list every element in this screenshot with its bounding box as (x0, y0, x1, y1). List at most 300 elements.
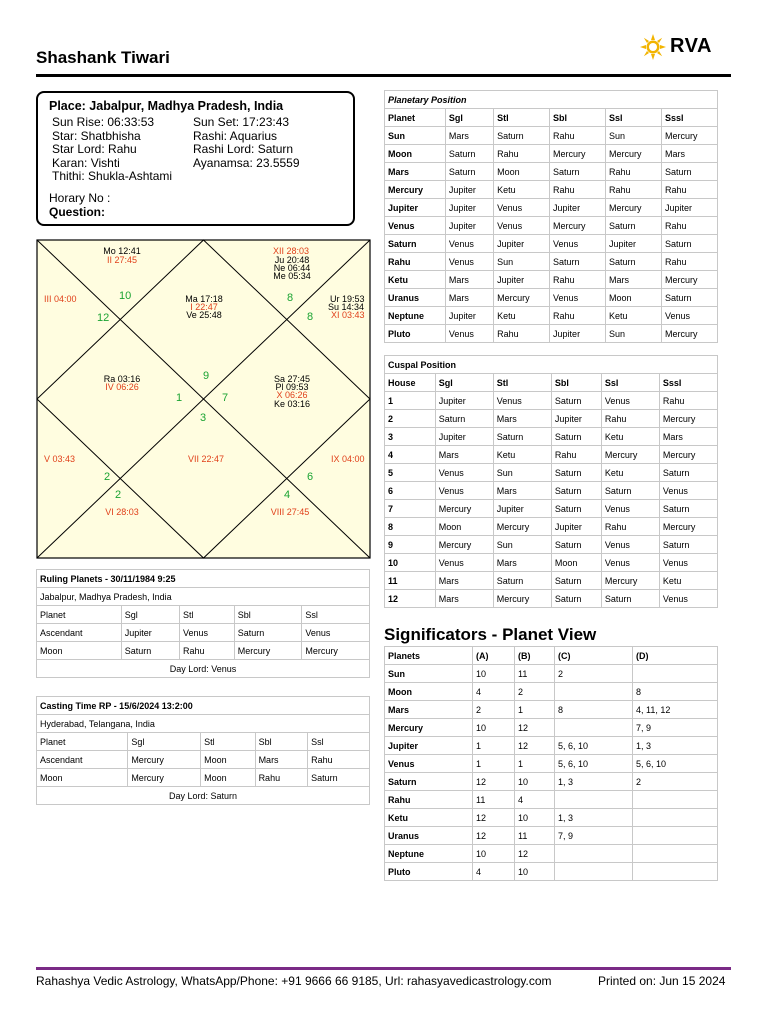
cell: Mercury (606, 199, 662, 217)
cell: Rahu (606, 163, 662, 181)
cell: Rahu (494, 145, 550, 163)
significators-header-row (385, 647, 718, 665)
cusp-6: VI 28:03 (105, 507, 139, 517)
table-row (385, 500, 718, 518)
cusp-11: XI 03:43 (331, 310, 365, 320)
cell (633, 845, 718, 863)
cell: Jupiter (551, 410, 601, 428)
rva-logo (640, 34, 724, 60)
cell: Saturn (661, 163, 717, 181)
cell: Saturn (659, 536, 717, 554)
cell: 4 (473, 863, 515, 881)
cell (633, 809, 718, 827)
cusp-12: XII 28:03 (272, 246, 310, 256)
cell: 11 (473, 791, 515, 809)
cell: Rahu (550, 127, 606, 145)
row-label: 1 (385, 392, 436, 410)
table-row (385, 446, 718, 464)
cusp-3: III 04:00 (44, 294, 77, 304)
row-label: Jupiter (385, 737, 473, 755)
cell: Venus (179, 624, 234, 642)
significators-table (384, 646, 718, 881)
col-sbl: Sbl (551, 374, 601, 392)
row-label: Mercury (385, 719, 473, 737)
cell: Venus (659, 482, 717, 500)
row-label: 10 (385, 554, 436, 572)
cell: Jupiter (445, 217, 493, 235)
cell (633, 791, 718, 809)
cell: Mercury (128, 751, 201, 769)
planet-rahu: Ra 03:16 (103, 374, 141, 384)
row-label: 11 (385, 572, 436, 590)
cell: Saturn (551, 536, 601, 554)
casting-time-table (36, 696, 370, 805)
cell (633, 863, 718, 881)
cell (633, 827, 718, 845)
cell: Ketu (601, 464, 659, 482)
cell: Rahu (255, 769, 308, 787)
table-row (385, 217, 718, 235)
cell: Saturn (445, 163, 493, 181)
sign-8-a: 8 (287, 292, 294, 304)
cell: Ketu (493, 446, 551, 464)
cell: Venus (601, 536, 659, 554)
cell: Sun (606, 127, 662, 145)
cell: Rahu (550, 271, 606, 289)
cell: Saturn (551, 572, 601, 590)
table-row (385, 127, 718, 145)
cell: Saturn (234, 624, 302, 642)
cell: 2 (515, 683, 555, 701)
chart-grid (36, 239, 375, 559)
row-label: 12 (385, 590, 436, 608)
table-row (385, 701, 718, 719)
table-row (385, 271, 718, 289)
table-row (385, 683, 718, 701)
cell: Mars (659, 428, 717, 446)
cell: Venus (601, 500, 659, 518)
cell: 1, 3 (633, 737, 718, 755)
cell: Venus (445, 325, 493, 343)
cell: Jupiter (550, 199, 606, 217)
cell: Mars (661, 145, 717, 163)
sun-logo-icon (640, 34, 666, 60)
col-sbl: Sbl (255, 733, 308, 751)
cell: Rahu (661, 253, 717, 271)
cusp-9: IX 04:00 (331, 454, 365, 464)
cell: 12 (473, 809, 515, 827)
cell: Mars (435, 572, 493, 590)
row-label: Neptune (385, 307, 446, 325)
row-label: Sun (385, 665, 473, 683)
footer-contact: Rahashya Vedic Astrology, WhatsApp/Phone: +91 9666 66 9185, Url: rahasyavedicastrology.com (36, 974, 552, 988)
table-row (385, 392, 718, 410)
cell: 1, 3 (555, 809, 633, 827)
sign-12: 12 (97, 312, 110, 324)
row-label: Mars (385, 701, 473, 719)
cell: Rahu (550, 307, 606, 325)
logo-text: RVA (670, 35, 712, 57)
row-label: Neptune (385, 845, 473, 863)
row-label: Mars (385, 163, 446, 181)
row-label: Mercury (385, 181, 446, 199)
row-label: Rahu (385, 791, 473, 809)
cell: Mercury (435, 536, 493, 554)
planet-neptune: Ne 06:44 (273, 263, 311, 273)
row-label: 6 (385, 482, 436, 500)
row-label: Ketu (385, 809, 473, 827)
cell: 4 (473, 683, 515, 701)
cell: 10 (515, 863, 555, 881)
ruling-planets-table (36, 569, 370, 678)
cell: Mars (435, 590, 493, 608)
cell: 5, 6, 10 (633, 755, 718, 773)
cell: Saturn (493, 572, 551, 590)
cell: Saturn (551, 590, 601, 608)
sign-9: 9 (203, 370, 210, 382)
col-stl: Stl (179, 606, 234, 624)
cell: 11 (515, 665, 555, 683)
cell: 12 (515, 845, 555, 863)
cell: Mercury (435, 500, 493, 518)
cell: Moon (494, 163, 550, 181)
cell: Ketu (606, 307, 662, 325)
cell: Venus (445, 235, 493, 253)
col-planet: Planet (385, 109, 446, 127)
cell: Mars (493, 554, 551, 572)
table-row (37, 751, 370, 769)
cell: Mercury (550, 145, 606, 163)
cell: Mercury (659, 410, 717, 428)
place-right-column (193, 116, 300, 170)
table-row (385, 325, 718, 343)
cell: 2 (633, 773, 718, 791)
cell: Saturn (435, 410, 493, 428)
sunset: Sun Set: 17:23:43 (193, 115, 290, 129)
ruling-title: Ruling Planets - 30/11/1984 9:25 (37, 570, 370, 588)
col-ssl: Ssl (606, 109, 662, 127)
cell: Venus (435, 482, 493, 500)
cell: Venus (659, 590, 717, 608)
cell: Sun (494, 253, 550, 271)
cell: Sun (493, 536, 551, 554)
cell: Rahu (606, 181, 662, 199)
cell: Mercury (494, 289, 550, 307)
cell: Ketu (494, 181, 550, 199)
cell: Jupiter (606, 235, 662, 253)
row-label: 8 (385, 518, 436, 536)
cell: Venus (659, 554, 717, 572)
cell: Venus (445, 253, 493, 271)
sign-1: 1 (176, 392, 183, 404)
cusp-7: VII 22:47 (187, 454, 225, 464)
cell: 1 (515, 701, 555, 719)
col-sbl: Sbl (550, 109, 606, 127)
table-row (385, 827, 718, 845)
row-label: Jupiter (385, 199, 446, 217)
cell: Mercury (606, 145, 662, 163)
cell: 5, 6, 10 (555, 755, 633, 773)
cell: Moon (201, 751, 255, 769)
cell: Moon (37, 769, 128, 787)
cell: Rahu (601, 518, 659, 536)
cell: 12 (473, 773, 515, 791)
cell: Mercury (661, 127, 717, 145)
planetary-rows (385, 127, 718, 343)
col-b: (B) (515, 647, 555, 665)
cell: Mars (445, 289, 493, 307)
cell: Rahu (179, 642, 234, 660)
cusp-2: II 27:45 (106, 255, 138, 265)
birth-chart (36, 239, 375, 559)
cusp-10: X 06:26 (276, 390, 308, 400)
table-row (385, 554, 718, 572)
sign-2-a: 2 (104, 471, 111, 483)
ayanamsa: Ayanamsa: 23.5559 (193, 155, 300, 170)
cell (633, 665, 718, 683)
row-label: Uranus (385, 289, 446, 307)
cell: 8 (633, 683, 718, 701)
planet-saturn: Sa 27:45 (273, 374, 311, 384)
cell: Ketu (659, 572, 717, 590)
cell: Rahu (661, 181, 717, 199)
cell: 10 (473, 845, 515, 863)
cell: 10 (473, 665, 515, 683)
cell: Jupiter (445, 199, 493, 217)
col-planet: Planet (37, 606, 122, 624)
cell: Venus (435, 464, 493, 482)
cell: Saturn (308, 769, 370, 787)
row-label: 2 (385, 410, 436, 428)
planet-pluto: Pl 09:53 (275, 382, 309, 392)
col-sbl: Sbl (234, 606, 302, 624)
sign-2-b: 2 (115, 489, 122, 501)
cell: 1 (473, 755, 515, 773)
cell: Jupiter (661, 199, 717, 217)
cell: Venus (435, 554, 493, 572)
planet-mercury: Me 05:34 (273, 271, 311, 281)
table-row (385, 665, 718, 683)
casting-title: Casting Time RP - 15/6/2024 13:2:00 (37, 697, 370, 715)
table-row (385, 737, 718, 755)
cell: Ketu (494, 307, 550, 325)
row-label: Sun (385, 127, 446, 145)
table-row (385, 428, 718, 446)
cell: Venus (302, 624, 370, 642)
cell: Mercury (493, 590, 551, 608)
cell: Jupiter (121, 624, 179, 642)
cusp-5: V 03:43 (44, 454, 76, 464)
planet-sun: Su 14:34 (328, 302, 365, 312)
cusp-8: VIII 27:45 (270, 507, 310, 517)
cell: Saturn (121, 642, 179, 660)
cell: Ascendant (37, 624, 122, 642)
cuspal-title: Cuspal Position (385, 356, 718, 374)
cell (555, 683, 633, 701)
sunrise: Sun Rise: 06:33:53 (52, 115, 155, 129)
cell: Saturn (601, 590, 659, 608)
cell: Mars (606, 271, 662, 289)
planet-uranus: Ur 19:53 (330, 294, 365, 304)
cuspal-rows (385, 392, 718, 608)
cell: Ketu (601, 428, 659, 446)
col-ssl: Ssl (308, 733, 370, 751)
person-name: Shashank Tiwari (36, 48, 170, 67)
cell: Saturn (551, 500, 601, 518)
significators-rows (385, 665, 718, 881)
ruling-header-row (37, 606, 370, 624)
cell: 7, 9 (555, 827, 633, 845)
cell: Mars (493, 482, 551, 500)
header-rule (36, 74, 731, 77)
planet-venus: Ve 25:48 (186, 310, 222, 320)
cell: Moon (201, 769, 255, 787)
row-label: 4 (385, 446, 436, 464)
cell: 12 (515, 719, 555, 737)
table-row (385, 719, 718, 737)
col-stl: Stl (493, 374, 551, 392)
table-row (385, 163, 718, 181)
casting-header-row (37, 733, 370, 751)
cell: Saturn (494, 127, 550, 145)
cell: Mercury (493, 518, 551, 536)
place-left-column (52, 116, 172, 184)
cell: Saturn (551, 464, 601, 482)
cell: 1, 3 (555, 773, 633, 791)
col-planet: Planet (37, 733, 128, 751)
planetary-title: Planetary Position (385, 91, 718, 109)
col-c: (C) (555, 647, 633, 665)
table-row (385, 199, 718, 217)
cell: Jupiter (494, 235, 550, 253)
cusp-1: I 22:47 (190, 302, 218, 312)
table-row (385, 536, 718, 554)
table-row (385, 482, 718, 500)
table-row (385, 145, 718, 163)
cell: Mercury (234, 642, 302, 660)
cell: Saturn (601, 482, 659, 500)
cell: Mercury (601, 572, 659, 590)
cell: Moon (551, 554, 601, 572)
row-label: 7 (385, 500, 436, 518)
cell: Saturn (551, 428, 601, 446)
cell: Venus (550, 235, 606, 253)
cell: 2 (555, 665, 633, 683)
row-label: Rahu (385, 253, 446, 271)
cell: Mercury (601, 446, 659, 464)
footer-printed-on: Printed on: Jun 15 2024 (598, 974, 726, 988)
row-label: Venus (385, 217, 446, 235)
cell: 11 (515, 827, 555, 845)
question-label: Question: (49, 205, 105, 219)
row-label: 9 (385, 536, 436, 554)
cell: Sun (493, 464, 551, 482)
karan: Karan: Vishti (52, 155, 120, 170)
cell: Jupiter (550, 325, 606, 343)
cell: Jupiter (445, 307, 493, 325)
cell: Saturn (550, 163, 606, 181)
cell (555, 791, 633, 809)
table-row (385, 235, 718, 253)
table-row (385, 572, 718, 590)
cell: 5, 6, 10 (555, 737, 633, 755)
star-lord: Star Lord: Rahu (52, 142, 137, 156)
casting-day-lord: Day Lord: Saturn (37, 787, 370, 805)
table-row (385, 809, 718, 827)
cell: Mars (493, 410, 551, 428)
cell: Moon (435, 518, 493, 536)
cell (555, 863, 633, 881)
sign-3: 3 (200, 412, 207, 424)
cell: Saturn (550, 253, 606, 271)
cell: Saturn (606, 217, 662, 235)
cell: Rahu (308, 751, 370, 769)
row-label: Ketu (385, 271, 446, 289)
rashi-lord: Rashi Lord: Saturn (193, 142, 294, 156)
cell: 12 (515, 737, 555, 755)
cell: Saturn (661, 235, 717, 253)
casting-place: Hyderabad, Telangana, India (37, 715, 370, 733)
cell: Sun (606, 325, 662, 343)
col-house: House (385, 374, 436, 392)
table-row (385, 464, 718, 482)
cell: Jupiter (435, 392, 493, 410)
ruling-place: Jabalpur, Madhya Pradesh, India (37, 588, 370, 606)
horary-number: Horary No : (49, 191, 111, 205)
cell: Rahu (659, 392, 717, 410)
table-row (385, 253, 718, 271)
table-row (385, 410, 718, 428)
cell: Jupiter (435, 428, 493, 446)
sign-8-b: 8 (307, 311, 314, 323)
col-ssl: Ssl (601, 374, 659, 392)
col-stl: Stl (201, 733, 255, 751)
col-sgl: Sgl (128, 733, 201, 751)
cell: Venus (601, 554, 659, 572)
sign-7: 7 (222, 392, 229, 404)
col-a: (A) (473, 647, 515, 665)
cell: Moon (37, 642, 122, 660)
footer-rule (36, 967, 731, 970)
cell: 10 (515, 809, 555, 827)
cell: Mars (255, 751, 308, 769)
cell: Saturn (661, 289, 717, 307)
cell: Ascendant (37, 751, 128, 769)
cell: 1 (515, 755, 555, 773)
place-title: Place: Jabalpur, Madhya Pradesh, India (49, 99, 284, 113)
cell: 4 (515, 791, 555, 809)
col-sgl: Sgl (445, 109, 493, 127)
cell: Mercury (302, 642, 370, 660)
cell: Rahu (661, 217, 717, 235)
row-label: 5 (385, 464, 436, 482)
cell: 10 (515, 773, 555, 791)
table-row (385, 590, 718, 608)
cell: Mars (435, 446, 493, 464)
cell: Saturn (445, 145, 493, 163)
cell: 1 (473, 737, 515, 755)
significators-title: Significators - Planet View (384, 625, 597, 644)
table-row (385, 791, 718, 809)
cuspal-header-row (385, 374, 718, 392)
cell: 4, 11, 12 (633, 701, 718, 719)
cell: Jupiter (551, 518, 601, 536)
row-label: Uranus (385, 827, 473, 845)
row-label: Venus (385, 755, 473, 773)
cusp-4: IV 06:26 (105, 382, 139, 392)
col-sgl: Sgl (121, 606, 179, 624)
table-row (385, 289, 718, 307)
